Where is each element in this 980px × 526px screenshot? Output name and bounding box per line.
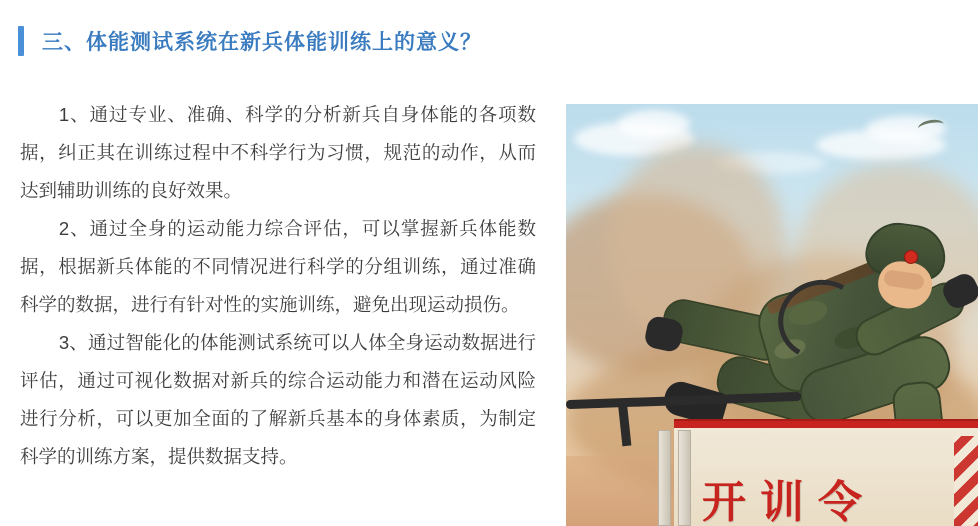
content-area [0,96,980,526]
paragraph-3: 3、通过智能化的体能测试系统可以人体全身运动数据进行评估，通过可视化数据对新兵的综合运动能力和潜在运动风险进行分析，可以更加全面的了解新兵基本的身体素质，为制定科学的训练方案，提供数据支持。 [20,332,536,467]
banner-post [658,430,671,526]
banner-post [678,430,691,526]
page-title: 三、体能测试系统在新兵体能训练上的意义？ [42,31,482,54]
heading-accent-bar [18,26,24,56]
banner-text: 开训令 [702,478,876,526]
text-column [20,96,536,526]
section-heading [18,24,482,58]
soldier-illustration [566,104,980,526]
illustration-column [566,104,980,526]
paragraph-2: 2、通过全身的运动能力综合评估，可以掌握新兵体能数据，根据新兵体能的不同情况进行科学的分组训练，通过准确科学的数据，进行有针对性的实施训练，避免出现运动损伤。 [20,218,536,315]
paragraph-1: 1、通过专业、准确、科学的分析新兵自身体能的各项数据，纠正其在训练过程中不科学行为习惯，规范的动作，从而达到辅助训练的良好效果。 [20,104,536,201]
training-order-banner [674,421,980,526]
banner-stripe [954,436,980,526]
